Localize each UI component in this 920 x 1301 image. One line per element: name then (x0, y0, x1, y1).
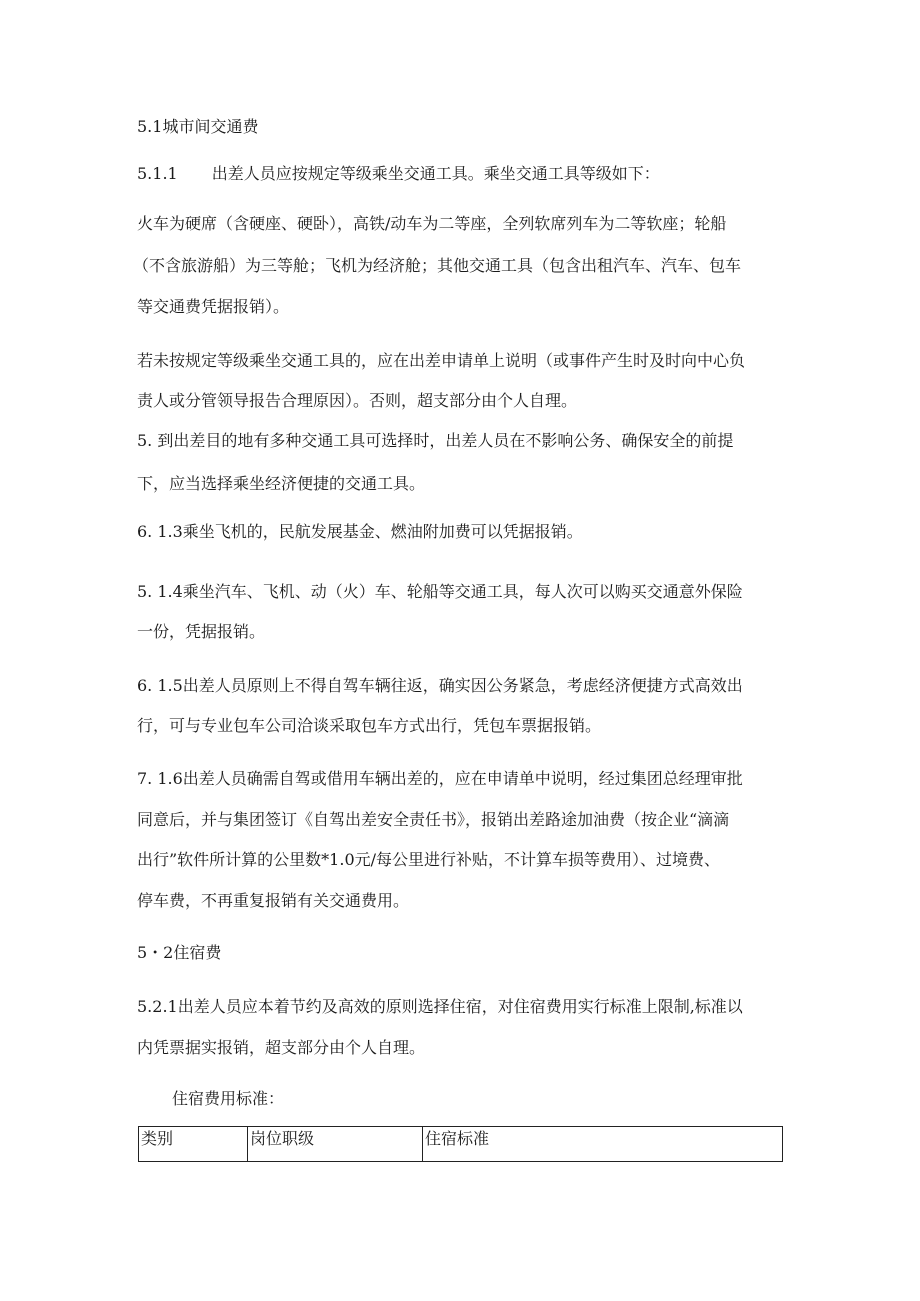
paragraph-line: 5.2.1出差人员应本着节约及高效的原则选择住宿，对住宿费用实行标准上限制,标准以 (137, 997, 743, 1016)
section-5-2-heading: 5・2住宿费 (137, 943, 222, 962)
clause-number: 5.1.1 (137, 164, 178, 183)
table-header-cell: 岗位职级 (248, 1127, 423, 1162)
paragraph-line: 5. 1.4乘坐汽车、飞机、动（火）车、轮船等交通工具，每人次可以购买交通意外保险 (137, 582, 743, 601)
clause-text: 出差人员应按规定等级乘坐交通工具。乘坐交通工具等级如下： (211, 164, 660, 183)
table-header-cell: 类别 (139, 1127, 248, 1162)
paragraph-line: 出行”软件所计算的公里数*1.0元/每公里进行补贴，不计算车损等费用）、过境费、 (137, 850, 721, 869)
paragraph-line: 若未按规定等级乘坐交通工具的，应在出差申请单上说明（或事件产生时及时向中心负 (137, 351, 746, 370)
paragraph-line: 5. 到出差目的地有多种交通工具可选择时，出差人员在不影响公务、确保安全的前提 (137, 431, 734, 450)
clause-5-1-1 (137, 164, 660, 184)
paragraph-line: 火车为硬席（含硬座、硬卧），高铁/动车为二等座，全列软席列车为二等软座；轮船 (137, 214, 727, 233)
table-header-row (139, 1127, 783, 1162)
paragraph-line: 下，应当选择乘坐经济便捷的交通工具。 (137, 474, 426, 493)
paragraph-line: 7. 1.6出差人员确需自驾或借用车辆出差的，应在申请单中说明，经过集团总经理审批 (137, 769, 743, 788)
paragraph-line: 责人或分管领导报告合理原因）。否则，超支部分由个人自理。 (137, 391, 578, 410)
paragraph-line: 6. 1.3乘坐飞机的，民航发展基金、燃油附加费可以凭据报销。 (137, 522, 583, 541)
paragraph-line: 等交通费凭据报销）。 (137, 297, 290, 316)
paragraph-line: 6. 1.5出差人员原则上不得自驾车辆往返，确实因公务紧急，考虑经济便捷方式高效出 (137, 676, 743, 695)
paragraph-line: 内凭票据实报销，超支部分由个人自理。 (137, 1038, 426, 1057)
lodging-standards-table (138, 1126, 783, 1162)
paragraph-line: 同意后，并与集团签订《自驾出差安全责任书》，报销出差路途加油费（按企业“滴滴 (137, 810, 730, 829)
table-header-cell: 住宿标准 (423, 1127, 783, 1162)
paragraph-line: （不含旅游船）为三等舱；飞机为经济舱；其他交通工具（包含出租汽车、汽车、包车 (133, 256, 742, 275)
paragraph-line: 一份，凭据报销。 (137, 622, 266, 641)
paragraph-line: 行，可与专业包车公司洽谈采取包车方式出行，凭包车票据报销。 (137, 716, 602, 735)
lodging-table-caption: 住宿费用标准： (172, 1089, 285, 1108)
paragraph-line: 停车费，不再重复报销有关交通费用。 (137, 891, 410, 910)
section-5-1-heading: 5.1城市间交通费 (137, 117, 259, 136)
